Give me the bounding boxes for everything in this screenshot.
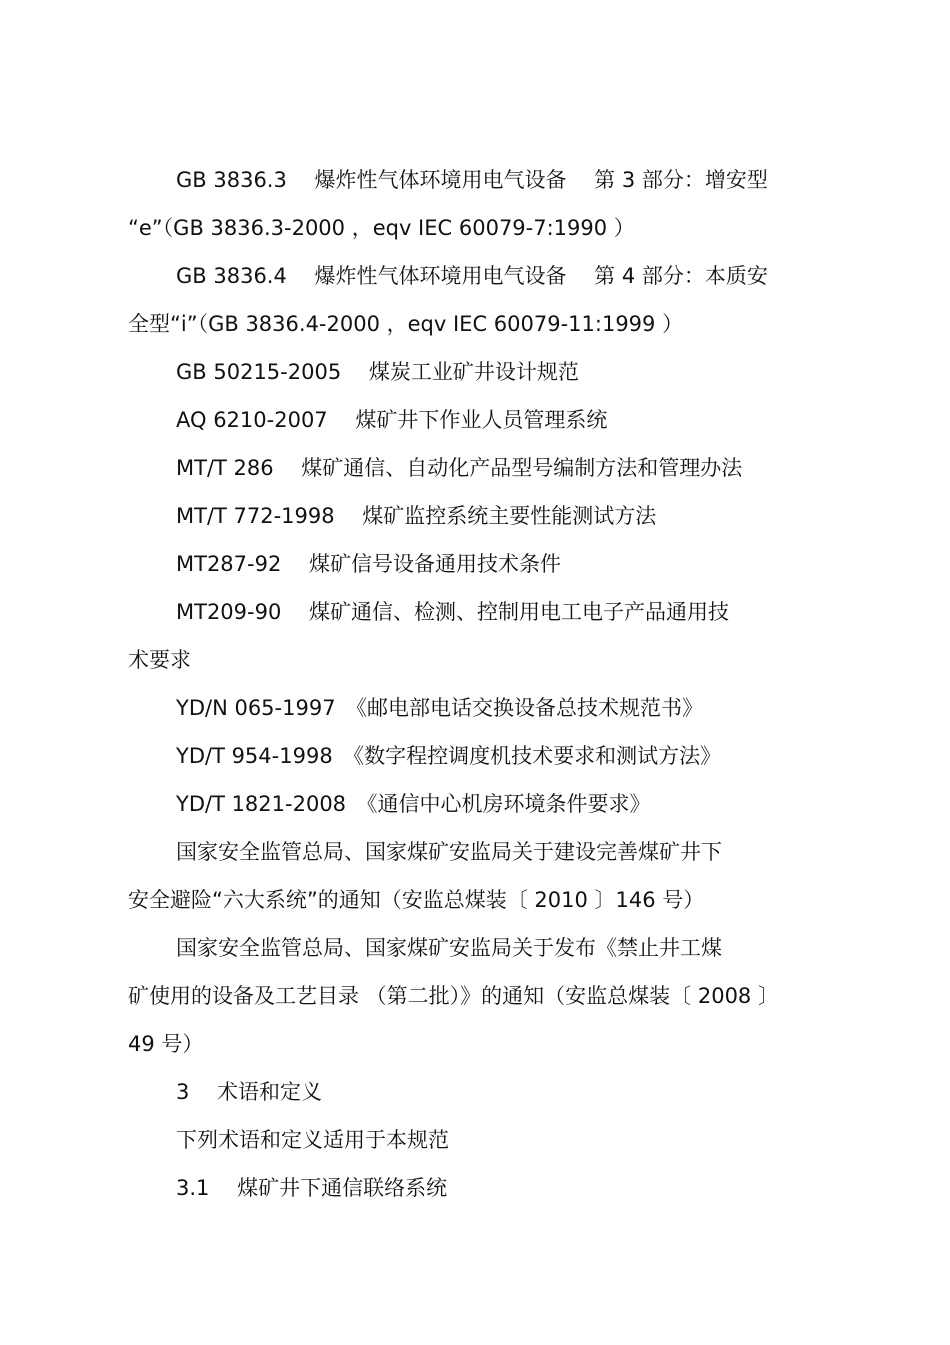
text-line: YD/N 065-1997 《邮电部电话交换设备总技术规范书》 — [176, 696, 704, 720]
text-line: 安全避险“六大系统”的通知（安监总煤装〔 2010 〕146 号） — [128, 888, 705, 912]
text-line: GB 3836.3 爆炸性气体环境用电气设备 第 3 部分：增安型 — [176, 168, 768, 192]
text-line: “e”（GB 3836.3-2000 ，eqv IEC 60079-7:1990 ） — [128, 216, 635, 240]
section-heading: 3 术语和定义 — [176, 1080, 323, 1104]
text-line: 矿使用的设备及工艺目录 （第二批）》的通知（安监总煤装〔 2008 〕 — [128, 984, 779, 1008]
text-line: AQ 6210-2007 煤矿井下作业人员管理系统 — [176, 408, 608, 432]
text-line: 全型“i”（GB 3836.4-2000 ，eqv IEC 60079-11:1999 ） — [128, 312, 684, 336]
text-line: GB 3836.4 爆炸性气体环境用电气设备 第 4 部分：本质安 — [176, 264, 768, 288]
text-line: YD/T 954-1998 《数字程控调度机技术要求和测试方法》 — [176, 744, 722, 768]
text-line: MT/T 772-1998 煤矿监控系统主要性能测试方法 — [176, 504, 657, 528]
text-line: MT287-92 煤矿信号设备通用技术条件 — [176, 552, 562, 576]
text-line: 术要求 — [128, 648, 191, 672]
subsection-heading: 3.1 煤矿井下通信联络系统 — [176, 1176, 448, 1200]
text-line: 49 号） — [128, 1032, 204, 1056]
text-line: MT209-90 煤矿通信、检测、控制用电工电子产品通用技 — [176, 600, 730, 624]
text-line: MT/T 286 煤矿通信、自动化产品型号编制方法和管理办法 — [176, 456, 743, 480]
text-line: 国家安全监管总局、国家煤矿安监局关于发布《禁止井工煤 — [176, 936, 722, 960]
text-line: YD/T 1821-2008 《通信中心机房环境条件要求》 — [176, 792, 651, 816]
text-line: 下列术语和定义适用于本规范 — [176, 1128, 449, 1152]
text-line: GB 50215-2005 煤炭工业矿井设计规范 — [176, 360, 579, 384]
text-line: 国家安全监管总局、国家煤矿安监局关于建设完善煤矿井下 — [176, 840, 722, 864]
